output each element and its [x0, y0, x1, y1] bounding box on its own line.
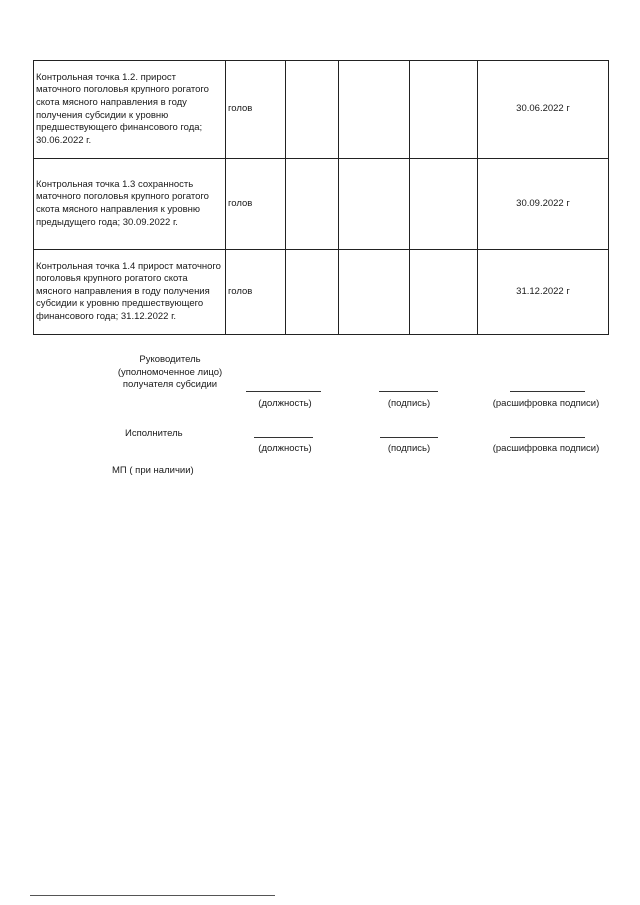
footer-rule [30, 895, 275, 896]
control-point-description: Контрольная точка 1.3 сохранность маточного поголовья крупного рогатого скота мясного направления к уровню предыдущего года; 30.09.2022 г. [34, 159, 226, 250]
executor-signature-line [380, 437, 438, 438]
table-row [34, 159, 609, 250]
head-label-line2: (уполномоченное лицо) [117, 366, 223, 378]
head-label-line3: получателя субсидии [122, 379, 218, 390]
unit-cell: голов [226, 250, 286, 335]
table-row [34, 61, 609, 159]
stamp-note: МП ( при наличии) [112, 465, 194, 476]
table-row [34, 250, 609, 335]
empty-cell [339, 159, 410, 250]
date-cell: 31.12.2022 г [478, 250, 609, 335]
executor-label: Исполнитель [125, 428, 183, 439]
head-position-line [246, 391, 321, 392]
head-label [80, 354, 260, 392]
executor-signature-caption: (подпись) [387, 443, 431, 454]
head-signature-caption: (подпись) [387, 398, 431, 409]
empty-cell [286, 250, 339, 335]
executor-position-line [254, 437, 313, 438]
date-cell: 30.09.2022 г [478, 159, 609, 250]
executor-position-caption: (должность) [258, 443, 312, 454]
head-signature-line [379, 391, 438, 392]
date-cell: 30.06.2022 г [478, 61, 609, 159]
empty-cell [410, 159, 478, 250]
executor-decoding-caption: (расшифровка подписи) [492, 443, 600, 454]
empty-cell [339, 250, 410, 335]
empty-cell [286, 61, 339, 159]
head-position-caption: (должность) [258, 398, 312, 409]
head-decoding-line [510, 391, 585, 392]
control-point-description: Контрольная точка 1.4 прирост маточного поголовья крупного рогатого скота мясного направления в году получения субсидии к уровню предшествующего финансового года; 31.12.2022 г. [34, 250, 226, 335]
control-points-table [33, 60, 609, 335]
control-point-description: Контрольная точка 1.2. прирост маточного поголовья крупного рогатого скота мясного направления в году получения субсидии к уровню предшествующего финансового года; 30.06.2022 г. [34, 61, 226, 159]
empty-cell [410, 61, 478, 159]
unit-cell: голов [226, 61, 286, 159]
head-label-line1: Руководитель [139, 354, 201, 365]
executor-decoding-line [510, 437, 585, 438]
empty-cell [410, 250, 478, 335]
unit-cell: голов [226, 159, 286, 250]
empty-cell [339, 61, 410, 159]
empty-cell [286, 159, 339, 250]
head-decoding-caption: (расшифровка подписи) [492, 398, 600, 409]
